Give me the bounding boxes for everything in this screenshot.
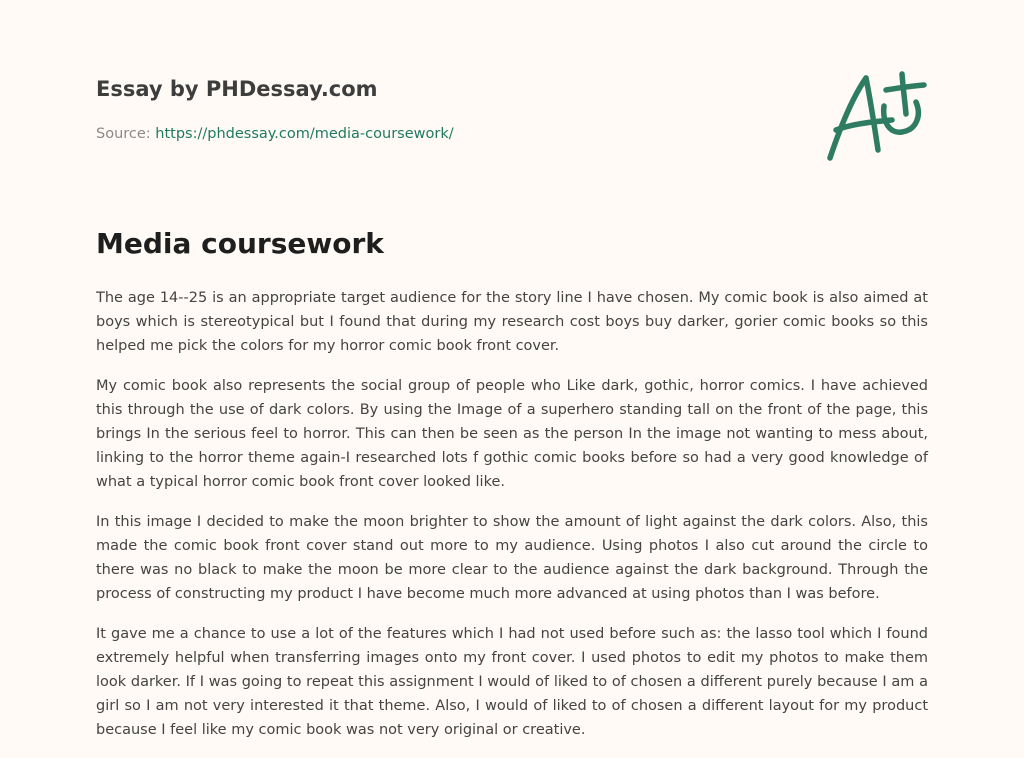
source-link[interactable]: https://phdessay.com/media-coursework/ (155, 126, 454, 142)
essay-paragraph-3: In this image I decided to make the moon brighter to show the amount of light against the dark colors. Also, this made the comic book front cover stand out more to my audience. Using photos I also cut around the circle to there was no black to make the moon be more clear to the audience against the dark background. Through the process of constructing my product I have become much more advanced at using photos than I was before. (96, 514, 928, 602)
essay-paragraph-2: My comic book also represents the social group of people who Like dark, gothic, horror comics. I have achieved this through the use of dark colors. By using the Image of a superhero standing tall on the front of the page, this brings In the serious feel to horror. This can then be seen as the person In the image not wanting to mess about, linking to the horror theme again-I researched lots f gothic comic books before so had a very good knowledge of what a typical horror comic book front cover looked like. (96, 378, 928, 490)
source-line (96, 124, 716, 144)
essay-article (96, 224, 928, 758)
essay-paragraph-1: The age 14--25 is an appropriate target audience for the story line I have chosen. My comic book is also aimed at boys which is stereotypical but I found that during my research cost boys buy darker, gorier comic books so this helped me pick the colors for my horror comic book front cover. (96, 290, 928, 354)
essay-title: Media coursework (96, 227, 384, 260)
essay-paragraph-4: It gave me a chance to use a lot of the features which I had not used before such as: the lasso tool which I found extremely helpful when transferring images onto my front cover. I used photos to edit my photos to make them look darker. If I was going to repeat this assignment I would of liked to of chosen a different purely because I am a girl so I am not very interested it that theme. Also, I would of liked to of chosen a different layout for my product because I feel like my comic book was not very original or creative. (96, 626, 928, 738)
site-title: Essay by PHDessay.com (96, 77, 378, 101)
a-plus-grade-icon (820, 68, 930, 168)
page-header (96, 74, 716, 144)
source-label: Source: (96, 126, 156, 142)
